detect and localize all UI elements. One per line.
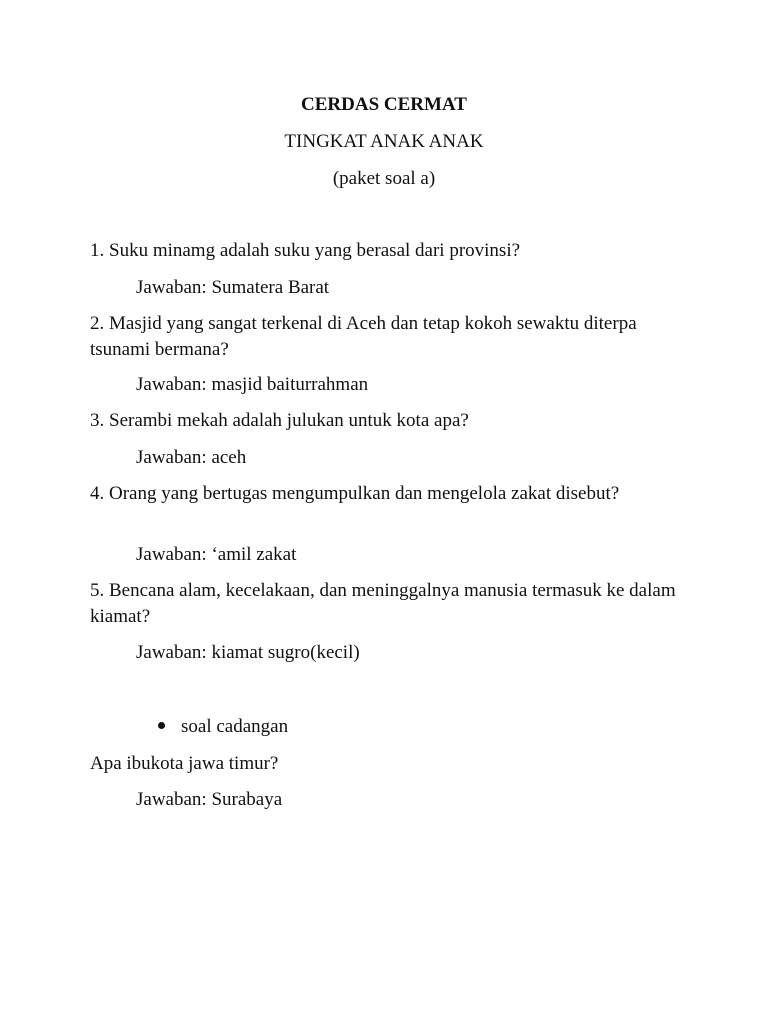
reserve-bullet-item	[158, 714, 288, 739]
question-4: 4. Orang yang bertugas mengumpulkan dan mengelola zakat disebut?	[90, 483, 620, 504]
reserve-answer: Jawaban: Surabaya	[136, 789, 283, 810]
question-5: 5. Bencana alam, kecelakaan, dan meninggalnya manusia termasuk ke dalam kiamat?	[90, 580, 676, 627]
question-2: 2. Masjid yang sangat terkenal di Aceh dan tetap kokoh sewaktu diterpa tsunami bermana?	[90, 313, 637, 360]
bullet-icon	[158, 722, 165, 729]
question-1: 1. Suku minamg adalah suku yang berasal dari provinsi?	[90, 240, 521, 261]
answer-1: Jawaban: Sumatera Barat	[136, 277, 330, 298]
reserve-bullet-label: soal cadangan	[181, 716, 289, 737]
question-3: 3. Serambi mekah adalah julukan untuk kota apa?	[90, 410, 469, 431]
document-title: CERDAS CERMAT	[301, 94, 467, 115]
answer-5: Jawaban: kiamat sugro(kecil)	[136, 642, 360, 663]
document-subtitle: TINGKAT ANAK ANAK	[284, 131, 484, 152]
answer-3: Jawaban: aceh	[136, 447, 247, 468]
answer-2: Jawaban: masjid baiturrahman	[136, 374, 369, 395]
answer-4: Jawaban: ‘amil zakat	[136, 544, 297, 565]
package-label: (paket soal a)	[332, 168, 436, 189]
reserve-question: Apa ibukota jawa timur?	[90, 753, 279, 774]
